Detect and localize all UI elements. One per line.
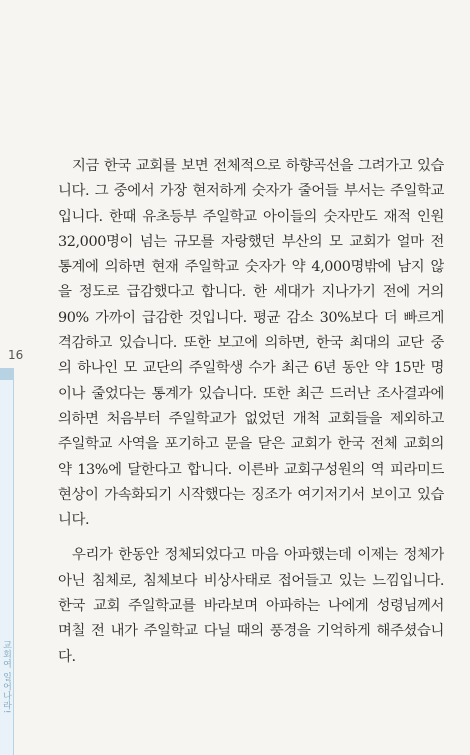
text-line: 의 하나인 모 교단의 주일학생 수가 최근 6년 동안 약 15만 명 [58, 360, 444, 377]
text-line: 며칠 전 내가 주일학교 다닐 때의 풍경을 기억하게 해주셨습니 [58, 623, 444, 640]
text-line: 90% 가까이 급감한 것입니다. 평균 감소 30%보다 더 빠르게 [58, 309, 444, 326]
side-caption: 교회여 일어나라! [1, 640, 11, 714]
side-margin-tab [0, 368, 13, 380]
text-line: 아닌 침체로, 침체보다 비상사태로 접어들고 있는 느낌입니다. [58, 572, 444, 589]
paragraph-2 [58, 543, 444, 669]
text-line: 한국 교회 주일학교를 바라보며 아파하는 나에게 성령님께서 [58, 598, 444, 615]
text-line: 을 정도로 급감했다고 합니다. 한 세대가 지나가기 전에 거의 [58, 284, 444, 301]
text-line: 격감하고 있습니다. 또한 보고에 의하면, 한국 최대의 교단 중 [58, 335, 444, 352]
text-line: 입니다. 한때 유초등부 주일학교 아이들의 숫자만도 재적 인원 [58, 208, 444, 225]
text-line: 현상이 가속화되기 시작했다는 징조가 여기저기서 보이고 있습 [58, 486, 444, 503]
text-line: 이나 줄었다는 통계가 있습니다. 또한 최근 드러난 조사결과에 [58, 385, 444, 402]
text-line: 32,000명이 넘는 규모를 자랑했던 부산의 모 교회가 얼마 전 [58, 233, 444, 250]
page-number: 16 [8, 348, 24, 362]
text-line: 통계에 의하면 현재 주일학교 숫자가 약 4,000명밖에 남지 않 [58, 259, 444, 276]
body-text [58, 154, 444, 670]
text-line: 지금 한국 교회를 보면 전체적으로 하향곡선을 그려가고 있습 [72, 158, 444, 174]
text-line: 주일학교 사역을 포기하고 문을 닫은 교회가 한국 전체 교회의 [58, 436, 444, 453]
paragraph-1 [58, 154, 444, 533]
text-line: 니다. 그 중에서 가장 현저하게 숫자가 줄어들 부서는 주일학교 [58, 183, 444, 200]
text-line: 약 13%에 달한다고 합니다. 이른바 교회구성원의 역 피라미드 [58, 461, 444, 478]
text-line: 니다. [58, 512, 90, 529]
text-line: 의하면 처음부터 주일학교가 없었던 개척 교회들을 제외하고 [58, 410, 444, 427]
text-line: 우리가 한동안 정체되었다고 마음 아파했는데 이제는 정체가 [72, 547, 444, 564]
text-line: 다. [58, 648, 76, 665]
